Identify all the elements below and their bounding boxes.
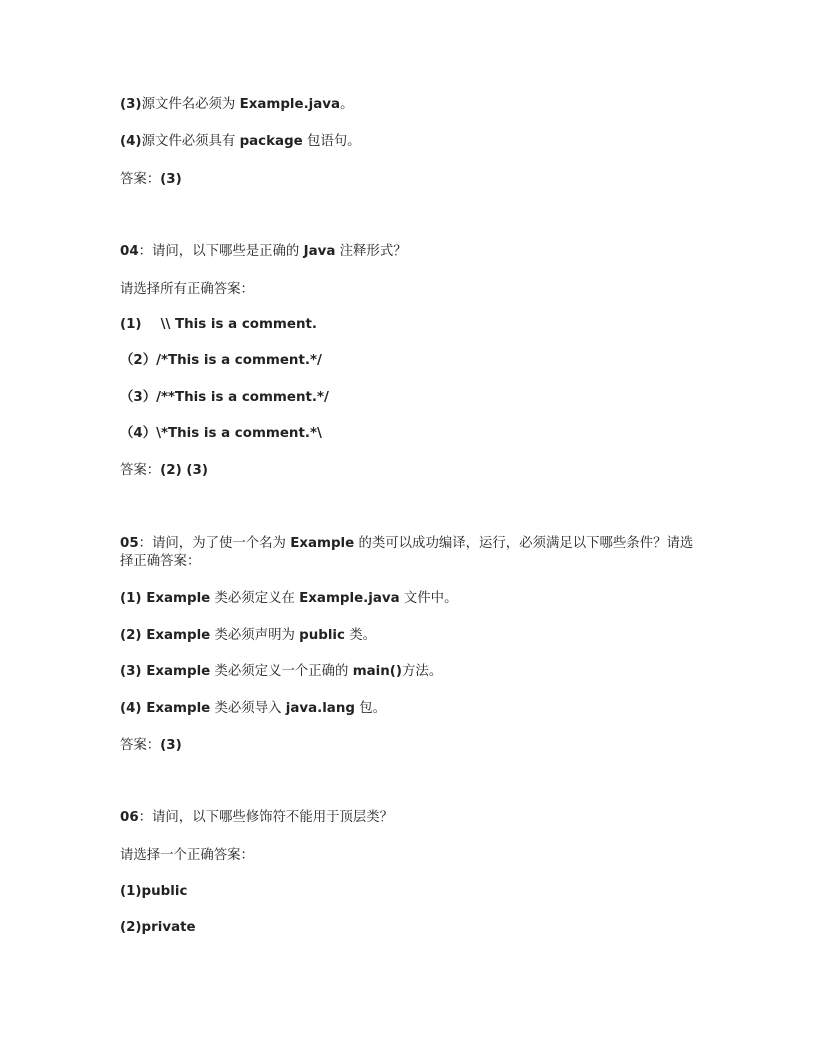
q04-option-3: （3）/**This is a comment.*/ [120,390,329,405]
q05-question: 05：请问，为了使一个名为 Example 的类可以成功编译，运行，必须满足以下哪些条件？请选择正确答案： [120,536,694,569]
q04-question: 04：请问，以下哪些是正确的 Java 注释形式？ [120,244,407,259]
q04-answer: 答案：(2) (3) [120,463,208,478]
q06-question: 06：请问，以下哪些修饰符不能用于顶层类？ [120,810,394,825]
q04-option-2: （2）/*This is a comment.*/ [120,353,322,368]
q04-option-1: (1) \\ This is a comment. [120,317,317,332]
q05-option-2: (2) Example 类必须声明为 public 类。 [120,628,376,643]
q05-option-1: (1) Example 类必须定义在 Example.java 文件中。 [120,591,458,606]
q05-option-3: (3) Example 类必须定义一个正确的 main()方法。 [120,664,443,679]
q06-instruction: 请选择一个正确答案： [120,848,254,863]
q03-answer: 答案：(3) [120,172,182,187]
q03-option-3: (3)源文件名必须为 Example.java。 [120,97,354,112]
q06-option-1: (1)public [120,884,188,899]
q03-option-4: (4)源文件必须具有 package 包语句。 [120,134,361,149]
q05-option-4: (4) Example 类必须导入 java.lang 包。 [120,701,387,716]
q04-instruction: 请选择所有正确答案： [120,282,254,297]
q05-answer: 答案：(3) [120,738,182,753]
q06-option-2: (2)private [120,920,196,935]
q04-option-4: （4）\*This is a comment.*\ [120,426,322,441]
